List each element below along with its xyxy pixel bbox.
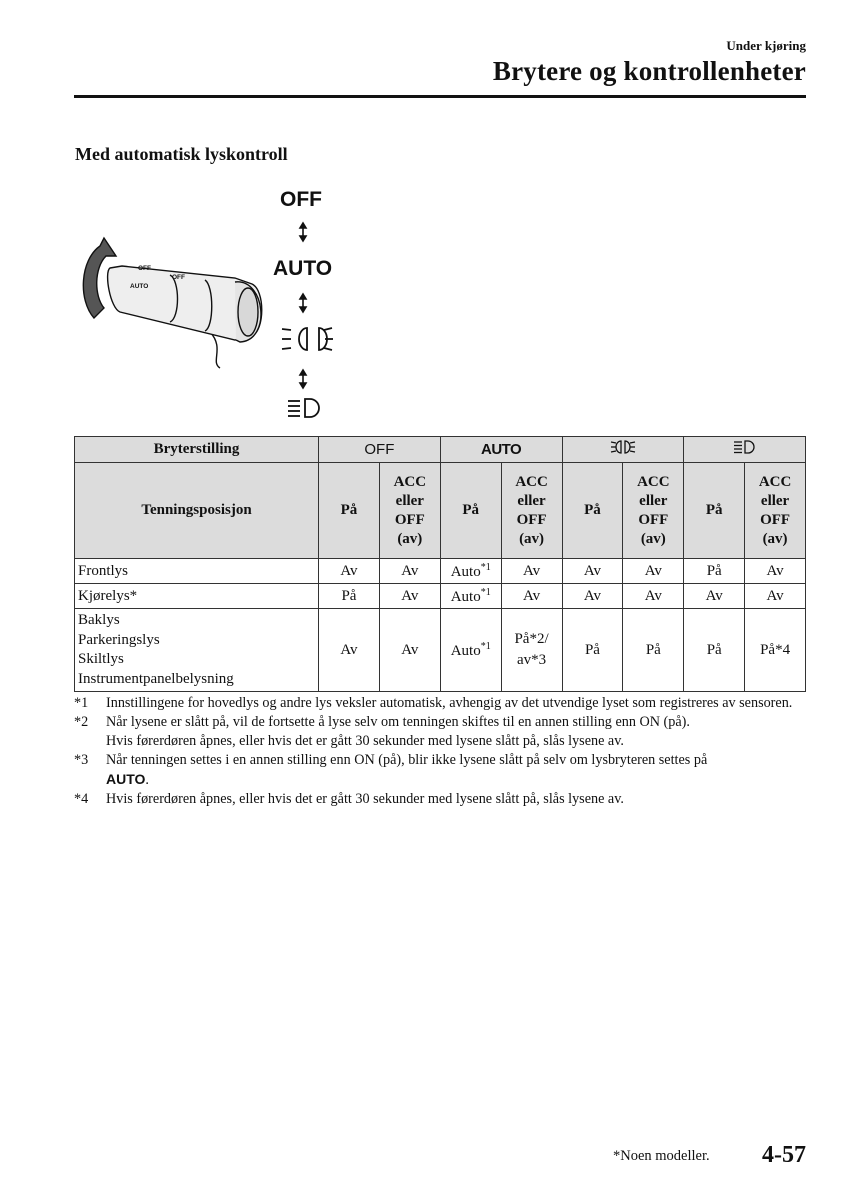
footnote-text: Hvis førerdøren åpnes, eller hvis det er gått 30 sekunder med lysene slått på, slås lysene av. (106, 733, 624, 749)
row-label: Kjørelys* (75, 584, 319, 609)
table-cell: Av (319, 609, 380, 692)
switch-position-header: Bryterstilling (75, 437, 319, 463)
footnote-text: Når lysene er slått på, vil de fortsette å lyse selv om tenningen skiftes til en annen stilling enn ON (på). (106, 714, 690, 730)
headlight-low-beam-icon (609, 439, 637, 455)
row-label: Frontlys (75, 559, 319, 584)
table-row (75, 609, 806, 692)
page-number: 4-57 (762, 1142, 806, 1168)
table-cell: Av (684, 584, 745, 609)
col-auto-label: AUTO (481, 441, 522, 458)
acc-header: ACC eller OFF (av) (745, 463, 806, 559)
position-off-label: OFF (280, 188, 322, 211)
footnote (74, 790, 808, 809)
on-header: På (440, 463, 501, 559)
table-cell: Auto$^{*1}$ (440, 559, 501, 584)
acc-header: ACC eller OFF (av) (501, 463, 562, 559)
footer-note: *Noen modeller. (613, 1148, 710, 1164)
col-auto-header (440, 437, 562, 463)
headlight-high-beam-icon (732, 439, 758, 455)
stalk-label-auto: AUTO (130, 283, 149, 290)
stalk-label-off-2: OFF (172, 274, 185, 281)
on-header: På (319, 463, 380, 559)
col-low-beam-header (562, 437, 684, 463)
up-down-arrow-icon (300, 223, 306, 388)
table-cell: Av (379, 584, 440, 609)
table-cell: På (623, 609, 684, 692)
table-cell: På (684, 609, 745, 692)
row-label: Baklys Parkeringslys Skiltlys Instrumentpanelbelysning (75, 609, 319, 692)
acc-header: ACC eller OFF (av) (379, 463, 440, 559)
table-cell: På*2/ av*3 (501, 609, 562, 692)
ignition-position-header: Tenningsposisjon (75, 463, 319, 559)
table-cell: Av (501, 584, 562, 609)
position-auto-label: AUTO (273, 257, 333, 280)
stalk-lever-icon (83, 238, 261, 368)
light-switch-illustration (60, 180, 360, 430)
col-high-beam-header (684, 437, 806, 463)
table-cell: Av (379, 609, 440, 692)
footnote-mark: *1 (74, 695, 89, 711)
table-cell: Av (562, 584, 623, 609)
table-cell: Av (501, 559, 562, 584)
table-cell: På (319, 584, 380, 609)
table-header-row (75, 463, 806, 559)
on-header: På (684, 463, 745, 559)
subheading: Med automatisk lyskontroll (75, 144, 288, 164)
table-header-row (75, 437, 806, 463)
footnote-mark: *3 (74, 752, 89, 768)
table-cell: På*4 (745, 609, 806, 692)
table-row (75, 559, 806, 584)
footnote-text: Innstillingene for hovedlys og andre lys veksler automatisk, avhengig av det utvendige lyset som registreres av sensoren. (106, 695, 793, 711)
table-cell: Av (745, 559, 806, 584)
table-cell: På (684, 559, 745, 584)
auto-label: AUTO (106, 771, 146, 787)
footnote (74, 713, 808, 751)
stalk-drawing (60, 180, 360, 430)
footnote (74, 694, 808, 713)
table-cell: Av (745, 584, 806, 609)
on-header: På (562, 463, 623, 559)
footnote: *3 Når tenningen settes i en annen stilling enn ON (på), blir ikke lysene slått på selv om lysbryteren settes på AUTO. (74, 752, 708, 788)
table-cell: Av (319, 559, 380, 584)
table-cell: Auto$^{*1}$ (440, 609, 501, 692)
col-off-header: OFF (319, 437, 441, 463)
footnote-text: Når tenningen settes i en annen stilling enn ON (på), blir ikke lysene slått på selv om lysbryteren settes på (106, 752, 708, 768)
stalk-label-off: OFF (138, 265, 151, 272)
headlight-high-beam-icon (288, 399, 319, 417)
light-switch-table (74, 436, 806, 692)
page-title: Brytere og kontrollenheter (492, 56, 806, 86)
table-cell: Av (623, 559, 684, 584)
footnotes (74, 694, 808, 809)
section-label: Under kjøring (726, 38, 806, 53)
table-cell: Av (562, 559, 623, 584)
title-rule (74, 95, 806, 98)
footnote-mark: *2 (74, 714, 89, 730)
table-cell: Av (379, 559, 440, 584)
footnote-mark: *4 (74, 791, 89, 807)
acc-header: ACC eller OFF (av) (623, 463, 684, 559)
table-row (75, 584, 806, 609)
headlight-low-beam-icon (282, 328, 333, 350)
table-cell: Av (623, 584, 684, 609)
table-cell: Auto$^{*1}$ (440, 584, 501, 609)
footnote-text: Hvis førerdøren åpnes, eller hvis det er gått 30 sekunder med lysene slått på, slås lysene av. (106, 791, 624, 807)
table-cell: På (562, 609, 623, 692)
